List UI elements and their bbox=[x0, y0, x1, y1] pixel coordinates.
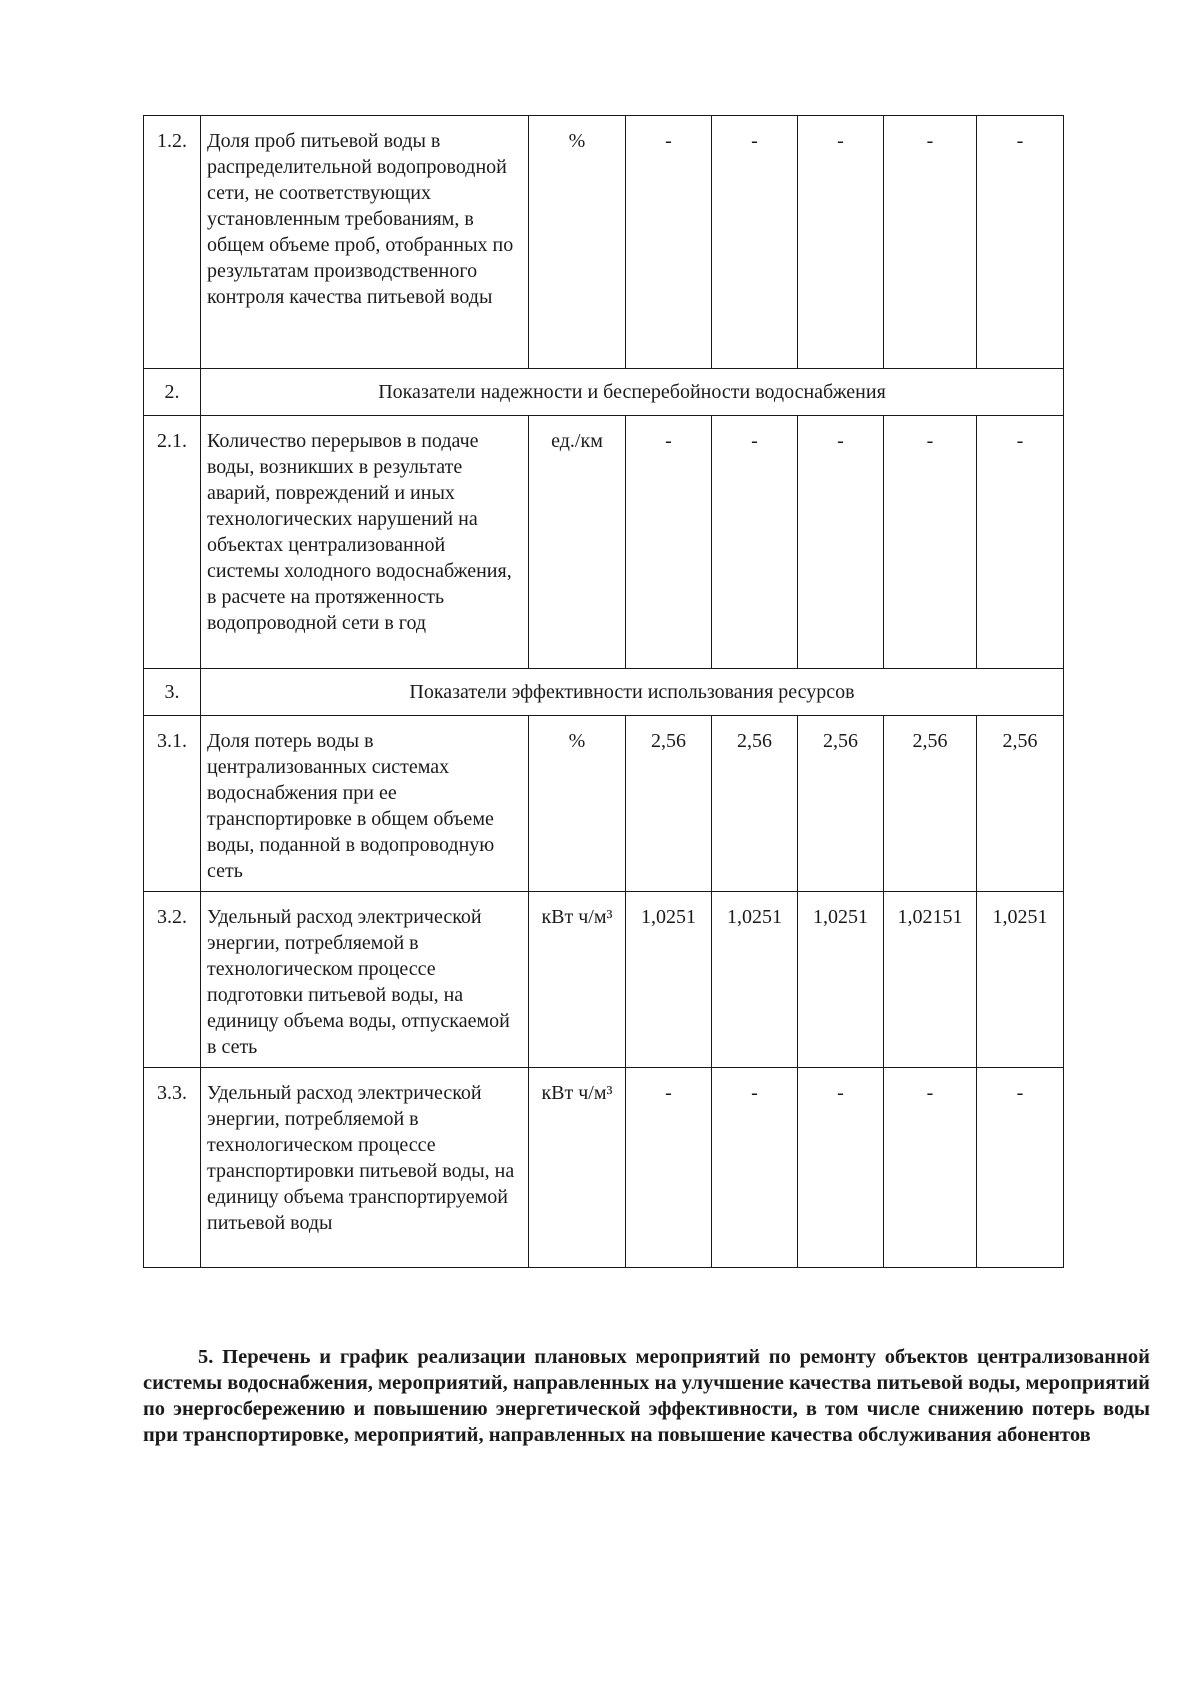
value-cell: - bbox=[712, 416, 798, 669]
value-cell: - bbox=[884, 116, 977, 369]
table-row bbox=[144, 116, 1064, 369]
value-cell: - bbox=[626, 416, 712, 669]
indicator-name: Доля проб питьевой воды в распределительной водопроводной сети, не соответствующих установленным требованиям, в общем объеме проб, отобранных по результатам производственного контроля качества питьевой воды bbox=[201, 116, 529, 369]
value-cell: 2,56 bbox=[626, 716, 712, 892]
unit-cell: кВт ч/м³ bbox=[529, 1068, 626, 1268]
table-row bbox=[144, 1068, 1064, 1268]
indicator-name: Количество перерывов в подаче воды, возникших в результате аварий, повреждений и иных технологических нарушений на объектах централизованной системы холодного водоснабжения, в расчете на протяженность водопроводной сети в год bbox=[201, 416, 529, 669]
indicator-name: Доля потерь воды в централизованных системах водоснабжения при ее транспортировке в общем объеме воды, поданной в водопроводную сеть bbox=[201, 716, 529, 892]
value-cell: - bbox=[626, 116, 712, 369]
section-row bbox=[144, 369, 1064, 416]
value-cell: - bbox=[626, 1068, 712, 1268]
row-number: 2.1. bbox=[144, 416, 201, 669]
section-title: Показатели эффективности использования ресурсов bbox=[201, 669, 1064, 716]
value-cell: - bbox=[798, 1068, 884, 1268]
value-cell: - bbox=[977, 116, 1064, 369]
unit-cell: ед./км bbox=[529, 416, 626, 669]
value-cell: - bbox=[798, 116, 884, 369]
value-cell: - bbox=[884, 1068, 977, 1268]
row-number: 2. bbox=[144, 369, 201, 416]
value-cell: 2,56 bbox=[884, 716, 977, 892]
row-number: 3.1. bbox=[144, 716, 201, 892]
value-cell: - bbox=[712, 116, 798, 369]
row-number: 3.2. bbox=[144, 892, 201, 1068]
row-number: 3. bbox=[144, 669, 201, 716]
value-cell: - bbox=[884, 416, 977, 669]
unit-cell: кВт ч/м³ bbox=[529, 892, 626, 1068]
row-number: 1.2. bbox=[144, 116, 201, 369]
unit-cell: % bbox=[529, 716, 626, 892]
indicator-name: Удельный расход электрической энергии, потребляемой в технологическом процессе транспортировки питьевой воды, на единицу объема транспортируемой питьевой воды bbox=[201, 1068, 529, 1268]
indicators-table bbox=[143, 115, 1064, 1268]
value-cell: 1,0251 bbox=[712, 892, 798, 1068]
table-row bbox=[144, 716, 1064, 892]
table-row bbox=[144, 416, 1064, 669]
value-cell: 2,56 bbox=[977, 716, 1064, 892]
value-cell: - bbox=[977, 416, 1064, 669]
value-cell: 1,02151 bbox=[884, 892, 977, 1068]
section-row bbox=[144, 669, 1064, 716]
unit-cell: % bbox=[529, 116, 626, 369]
value-cell: 2,56 bbox=[798, 716, 884, 892]
table-row bbox=[144, 892, 1064, 1068]
section-title: Показатели надежности и бесперебойности водоснабжения bbox=[201, 369, 1064, 416]
section-heading: 5. Перечень и график реализации плановых мероприятий по ремонту объектов централизованной системы водоснабжения, мероприятий, направленных на улучшение качества питьевой воды, мероприятий по энергосбережению и повышению энергетической эффективности, в том числе снижению потерь воды при транспортировке, мероприятий, направленных на повышение качества обслуживания абонентов bbox=[143, 1345, 1150, 1446]
value-cell: - bbox=[712, 1068, 798, 1268]
value-cell: 2,56 bbox=[712, 716, 798, 892]
indicator-name: Удельный расход электрической энергии, потребляемой в технологическом процессе подготовки питьевой воды, на единицу объема воды, отпускаемой в сеть bbox=[201, 892, 529, 1068]
value-cell: - bbox=[977, 1068, 1064, 1268]
value-cell: - bbox=[798, 416, 884, 669]
value-cell: 1,0251 bbox=[626, 892, 712, 1068]
value-cell: 1,0251 bbox=[977, 892, 1064, 1068]
row-number: 3.3. bbox=[144, 1068, 201, 1268]
value-cell: 1,0251 bbox=[798, 892, 884, 1068]
